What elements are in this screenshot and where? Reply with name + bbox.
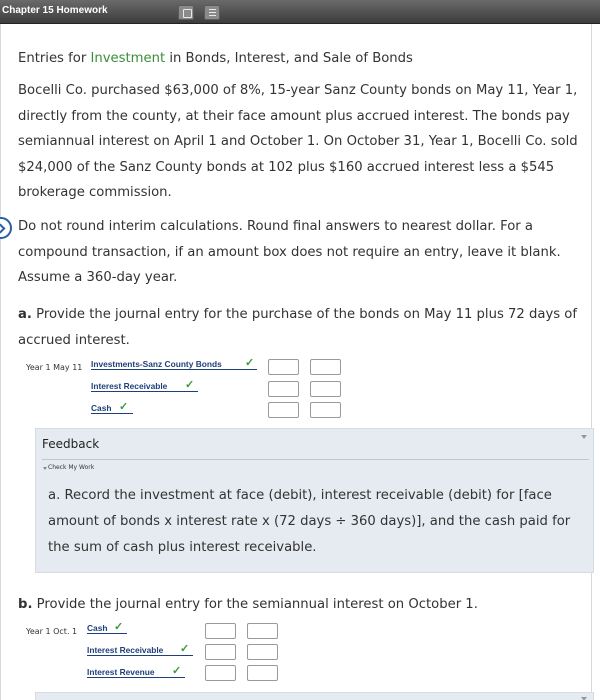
checkmark-icon: ✓ xyxy=(180,643,190,655)
right-divider xyxy=(591,24,592,700)
account-field-a3[interactable] xyxy=(91,400,133,414)
credit-input[interactable] xyxy=(310,402,341,418)
check-my-work-toggle[interactable]: Check My Work xyxy=(48,464,95,471)
account-field-b1[interactable] xyxy=(87,620,127,634)
book-icon[interactable] xyxy=(178,5,194,20)
credit-input[interactable] xyxy=(247,665,278,681)
credit-input[interactable] xyxy=(247,623,278,639)
entry-date-a: Year 1 May 11 xyxy=(26,363,83,372)
feedback-title: Feedback xyxy=(42,437,100,451)
account-field-b3[interactable] xyxy=(87,664,185,678)
credit-input[interactable] xyxy=(310,381,341,397)
debit-input[interactable] xyxy=(268,381,299,397)
assignment-title: Chapter 15 Homework xyxy=(2,5,108,16)
question-b-text: Provide the journal entry for the semiannual interest on October 1. xyxy=(36,597,478,612)
problem-title xyxy=(18,46,590,72)
debit-input[interactable] xyxy=(205,644,236,660)
debit-input[interactable] xyxy=(268,402,299,418)
checkmark-icon: ✓ xyxy=(172,665,182,677)
debit-input[interactable] xyxy=(205,665,236,681)
list-icon[interactable] xyxy=(204,5,220,20)
question-b xyxy=(18,592,590,618)
credit-input[interactable] xyxy=(310,359,341,375)
account-label: Interest Revenue xyxy=(87,667,155,677)
debit-input[interactable] xyxy=(205,623,236,639)
account-label: Cash xyxy=(91,403,112,413)
feedback-panel xyxy=(35,428,594,573)
question-a xyxy=(18,302,590,353)
header-bar xyxy=(0,0,600,24)
account-label: Cash xyxy=(87,623,108,633)
feedback-panel-b xyxy=(35,692,594,700)
problem-statement: Bocelli Co. purchased $63,000 of 8%, 15-year Sanz County bonds on May 11, Year 1, directly from the county, at their face amount plus accrued interest. The bonds pay semiannual interest on April 1 and October 1. On October 31, Year 1, Bocelli Co. sold $24,000 of the Sanz County bonds at 102 plus $160 accrued interest less a $545 brokerage commission. xyxy=(18,83,578,200)
account-field-a1[interactable] xyxy=(91,356,257,370)
checkmark-icon: ✓ xyxy=(119,401,129,413)
entry-date-b: Year 1 Oct. 1 xyxy=(26,627,78,636)
feedback-divider xyxy=(42,459,589,460)
checkmark-icon: ✓ xyxy=(185,379,195,391)
instructions-text: Do not round interim calculations. Round final answers to nearest dollar. For a compound transaction, if an amount box does not require an entry, leave it blank. Assume a 360-day year. xyxy=(18,219,561,285)
account-label: Interest Receivable xyxy=(87,645,164,655)
question-a-label: a. xyxy=(18,307,32,322)
investment-link[interactable]: Investment xyxy=(90,51,166,66)
debit-input[interactable] xyxy=(268,359,299,375)
feedback-text: a. Record the investment at face (debit), interest receivable (debit) for [face amount of bonds x interest rate x (72 days ÷ 360 days)], and the cash paid for the sum of cash plus interest receivable. xyxy=(48,488,571,555)
left-divider xyxy=(0,24,1,700)
caret-down-icon[interactable] xyxy=(43,467,47,470)
problem-title-suffix: in Bonds, Interest, and Sale of Bonds xyxy=(165,51,413,66)
account-label: Investments-Sanz County Bonds xyxy=(91,359,222,369)
arrow-right-icon[interactable] xyxy=(0,217,12,239)
account-field-a2[interactable] xyxy=(91,378,198,392)
credit-input[interactable] xyxy=(247,644,278,660)
account-label: Interest Receivable xyxy=(91,381,168,391)
problem-title-prefix: Entries for xyxy=(18,51,91,66)
checkmark-icon: ✓ xyxy=(245,357,255,369)
question-b-label: b. xyxy=(18,597,33,612)
account-field-b2[interactable] xyxy=(87,642,193,656)
checkmark-icon: ✓ xyxy=(114,621,124,633)
collapse-caret-icon[interactable] xyxy=(581,435,587,439)
question-a-text: Provide the journal entry for the purchase of the bonds on May 11 plus 72 days of accrued interest. xyxy=(18,307,578,348)
